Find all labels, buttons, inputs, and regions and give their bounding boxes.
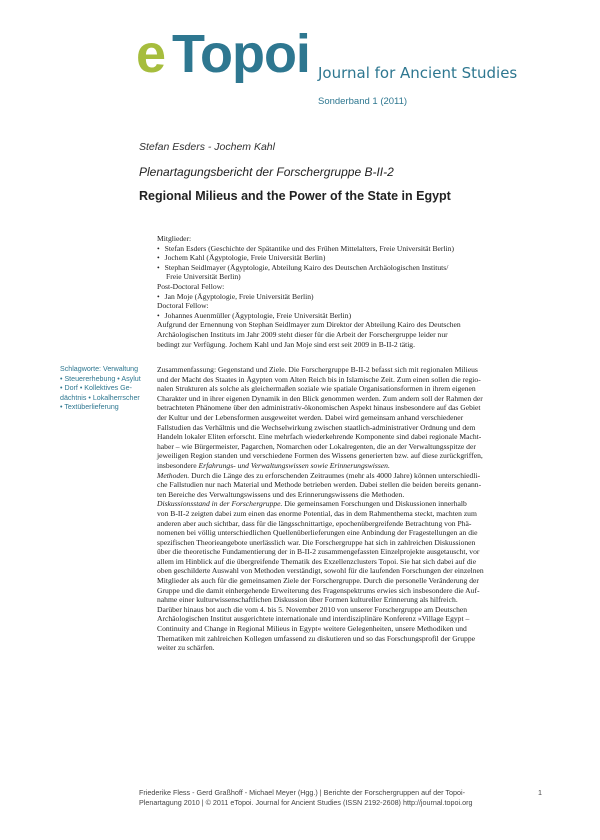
body-line: Darüber hinaus bot auch die vom 4. bis 5. November 2010 von unserer Forschergruppe am Deutschen (157, 604, 468, 614)
page-number: 1 (538, 788, 542, 797)
member-item: • Stefan Esders (Geschichte der Spätantike und des Frühen Mittelalters, Freie Universität Berlin) (157, 244, 537, 254)
keywords-line: • Steuererhebung • Asylut (60, 374, 141, 383)
keywords-line: dächtnis • Lokalherrscher (60, 393, 140, 402)
body-line: Fallstudien das Verhältnis und die Wechselwirkung zwischen staatlich-administrativer Ordnung und dem (157, 422, 476, 432)
keywords-line: • Dorf • Kollektives Ge- (60, 384, 132, 393)
footer-line: Plenartagung 2010 | © 2011 eTopoi. Journal for Ancient Studies (ISSN 2192-2608) http://journal.topoi.org (139, 797, 473, 807)
members-note-line: bedingt zur Verfügung. Jochem Kahl und Jan Moje sind erst seit 2009 in B-II-2 tätig. (157, 339, 416, 349)
body-line: nomenen bei völlig unterschiedlichen Quellenüberlieferungen eine Anbindung der Fragestellungen an die (157, 528, 478, 538)
footer-citation (139, 788, 499, 807)
volume-label: Sonderband 1 (2011) (318, 96, 408, 107)
members-note-line: Archäologischen Instituts im Jahr 2009 steht dieser für die Arbeit der Forschergruppe leider nur (157, 329, 448, 339)
body-line: Zusammenfassung: Gegenstand und Ziele. Die Forschergruppe B-II-2 befasst sich mit regionalen Milieus (157, 365, 478, 374)
abstract-body (157, 365, 540, 653)
body-line: Methoden. Durch die Länge des zu erforschenden Zeitraumes (mehr als 4000 Jahre) können unterschiedli- (157, 470, 481, 480)
body-line: über die theoretische Fundamentierung der in B-II-2 zusammengefassten Einzelprojekte ausgetauscht, vor (157, 547, 480, 557)
body-line: che Fallstudien nur nach Material und Methode betrieben werden. Dabei stellen die beiden bereits genann- (157, 480, 482, 490)
body-line: Thematiken mit zahlreichen Kollegen umfassend zu diskutieren und so das Forschungsprofil der Gruppe (157, 633, 476, 643)
body-line: nahme einer kulturwissenschaftlichen Diskussion über Formen kultureller Erinnerung als hilfreich. (157, 595, 458, 605)
keywords-line: • Textüberlieferung (60, 403, 119, 412)
body-line: anderen aber auch sichtbar, dass für die längsschnittartige, epochenübergreifende Betrachtung von Phä- (157, 518, 472, 528)
members-heading: Mitglieder: (157, 234, 192, 243)
body-line: Gruppe und die damit einhergehende Erweiterung des Fragenspektrums erwies sich insbesondere die Auf- (157, 585, 480, 595)
report-title: Plenartagungsbericht der Forschergruppe B-II-2 (139, 165, 394, 179)
authors: Stefan Esders - Jochem Kahl (139, 141, 275, 153)
body-line: und der Macht des Staates in Ägypten vom Alten Reich bis in Islamische Zeit. Zum einen sollen die regio- (157, 374, 481, 384)
members-note-line: Aufgrund der Ernennung von Stephan Seidlmayer zum Direktor der Abteilung Kairo des Deutschen (157, 320, 461, 330)
body-line: allem im Hinblick auf die übergreifende Thematik des Exzellenzclusters Topoi. Sie hat sich dabei auf die (157, 556, 477, 566)
body-line: betrachteten Phänomene über den administrativ-ökonomischen Aspekt hinaus insbesondere auf das Gebiet (157, 403, 481, 413)
body-line: spezifischen Theorieangebote unerlässlich war. Die Forschergruppe hat sich in zahlreichen Diskussionen (157, 537, 476, 547)
body-line: Mitglieder als auch für die gemeinsamen Ziele der Forschergruppe. Durch die personelle Veränderung der (157, 576, 479, 586)
body-line: der Kultur und der Lebensformen ausgeweitet werden. Dabei wird gemeinsam anhand verschiedener (157, 412, 464, 422)
body-line: weiter zu schärfen. (157, 643, 215, 653)
body-line: Handeln lokaler Eliten erforscht. Eine mehrfach wiederkehrende Komponente sind dabei regionale Macht- (157, 432, 482, 442)
body-line: von B-II-2 zeigten dabei zum einen das enorme Potential, das in dem Rahmenthema steckt, machten zum (157, 508, 477, 518)
members-block (157, 234, 537, 349)
keywords-sidebar (60, 365, 152, 413)
keywords-line: Schlagworte: Verwaltung (60, 365, 139, 373)
postdoc-item: • Jan Moje (Ägyptologie, Freie Universität Berlin) (157, 292, 537, 302)
body-line: nalen Strukturen als solche als gleichermaßen soziale wie spatiale Organisationsformen in ihrem eigenen (157, 384, 476, 394)
body-line: oben geschilderte Auswahl von Methoden verständigt, sowohl für die laufenden Forschungen der einzelnen (157, 566, 484, 576)
body-line: haber – wie Bürgermeister, Pagarchen, Nomarchen oder Lokalregenten, die an der Verwaltungsspitze der (157, 441, 476, 451)
doctoral-item: • Johannes Auenmüller (Ägyptologie, Freie Universität Berlin) (157, 311, 537, 321)
footer-line: Friederike Fless - Gerd Graßhoff - Michael Meyer (Hgg.) | Berichte der Forschergruppen auf der Topoi- (139, 788, 465, 797)
body-line: Archäologischen Institut ausgerichtete internationale und interdisziplinäre Konferenz »Village Egypt – (157, 614, 470, 624)
logo-letter-e: e (136, 24, 166, 84)
member-item-continued: Freie Universität Berlin) (166, 272, 241, 282)
body-line: jeweiligen Region standen und verschiedene Formen des Wissens generierten bzw. auf diese zurückgriffen, (157, 451, 483, 461)
member-item: • Jochem Kahl (Ägyptologie, Freie Universität Berlin) (157, 253, 537, 263)
member-item: • Stephan Seidlmayer (Ägyptologie, Abteilung Kairo des Deutschen Archäologischen Instituts/ (157, 263, 537, 273)
body-line: ten Bereiche des Verwaltungswissens und des Erinnerungswissens die Methoden. (157, 489, 405, 499)
body-line: Diskussionsstand in der Forschergruppe. Die gemeinsamen Forschungen und Diskussionen innerhalb (157, 499, 467, 509)
body-line: Continuity and Change in Regional Milieus in Egypt« weitere Gelegenheiten, unsere Methodiken und (157, 624, 467, 634)
article-title: Regional Milieus and the Power of the State in Egypt (139, 189, 451, 203)
body-line: Charakter und in ihrer eigenen Dynamik in den Blick genommen werden. Zum andern soll der Rahmen der (157, 393, 483, 403)
body-line: insbesondere Erfahrungs- und Verwaltungswissen sowie Erinnerungswissen. (157, 460, 390, 470)
postdoc-heading: Post-Doctoral Fellow: (157, 281, 225, 291)
logo-topoi: Topoi (172, 24, 310, 84)
doctoral-heading: Doctoral Fellow: (157, 301, 209, 311)
journal-title: Journal for Ancient Studies (318, 64, 518, 82)
